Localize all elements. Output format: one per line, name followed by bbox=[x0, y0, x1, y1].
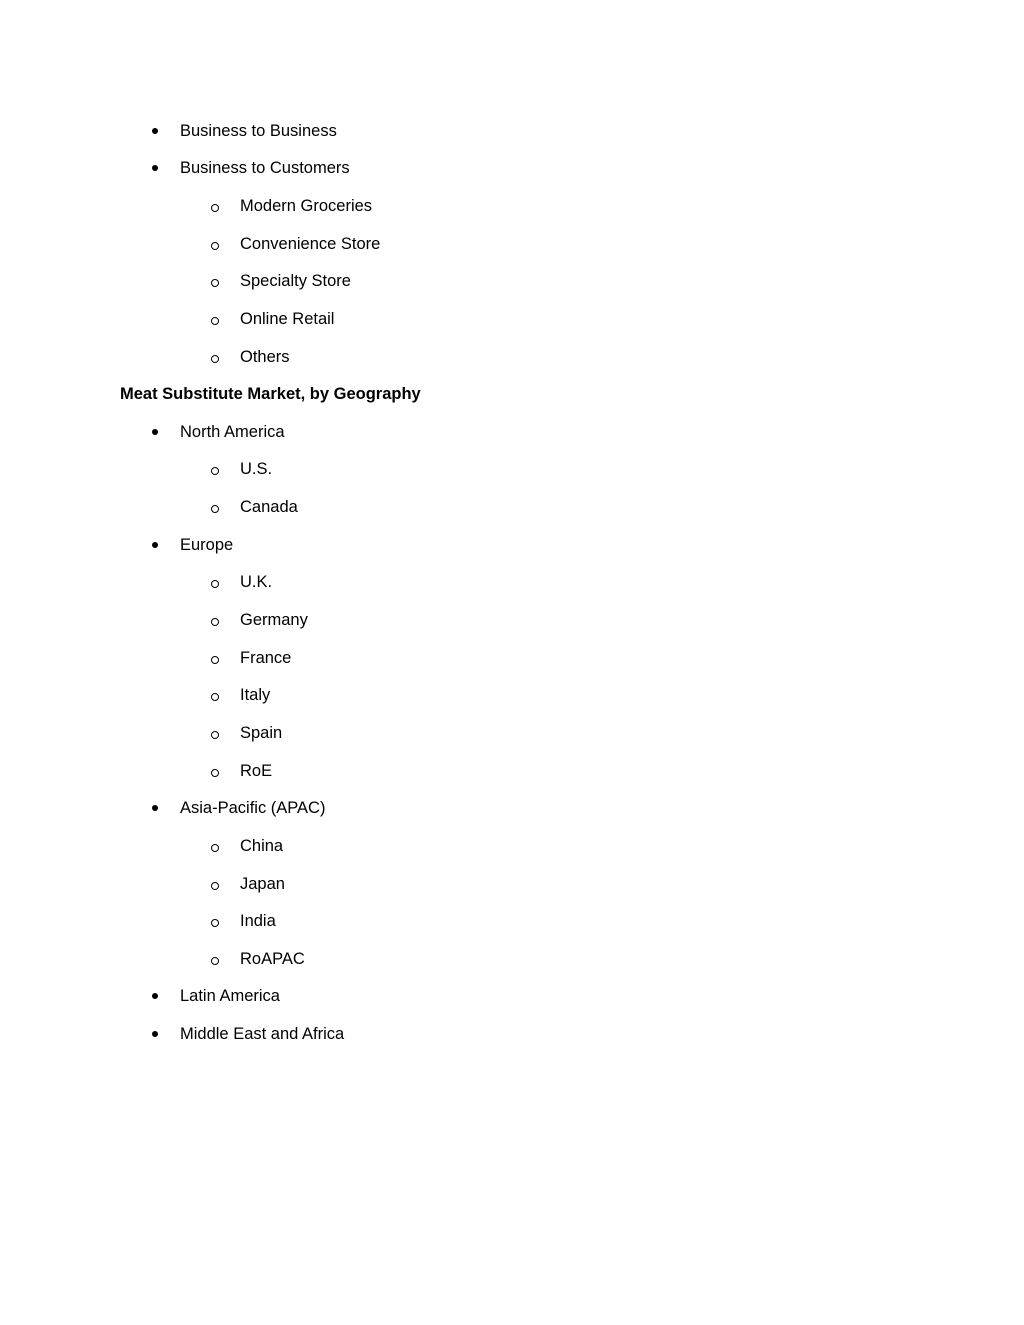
list-item bbox=[0, 414, 600, 451]
circle-bullet-icon bbox=[211, 467, 219, 475]
circle-bullet-icon bbox=[211, 505, 219, 513]
list-item bbox=[0, 677, 600, 714]
list-item bbox=[0, 978, 600, 1015]
bullet-icon bbox=[152, 993, 158, 999]
list-item-label: RoAPAC bbox=[240, 950, 305, 968]
list-item bbox=[0, 263, 600, 300]
list-item-label: RoE bbox=[240, 762, 273, 780]
list-item-label: France bbox=[240, 649, 292, 667]
circle-bullet-icon bbox=[211, 882, 219, 890]
circle-bullet-icon bbox=[211, 769, 219, 777]
list-item bbox=[0, 527, 600, 564]
list-item bbox=[0, 339, 600, 376]
circle-bullet-icon bbox=[211, 957, 219, 965]
list-item bbox=[0, 640, 600, 677]
list-item bbox=[0, 753, 600, 790]
circle-bullet-icon bbox=[211, 919, 219, 927]
list-item-label: North America bbox=[180, 423, 285, 441]
list-item-label: Convenience Store bbox=[240, 235, 381, 253]
list-item-label: China bbox=[240, 837, 284, 855]
list-item-label: Online Retail bbox=[240, 310, 335, 328]
list-item bbox=[0, 451, 600, 488]
list-item-label: Spain bbox=[240, 724, 283, 742]
bullet-icon bbox=[152, 542, 158, 548]
list-item-label: Latin America bbox=[180, 987, 280, 1005]
circle-bullet-icon bbox=[211, 204, 219, 212]
list-item bbox=[0, 828, 600, 865]
list-item-label: Business to Customers bbox=[180, 159, 350, 177]
section-heading: Meat Substitute Market, by Geography bbox=[120, 385, 421, 403]
circle-bullet-icon bbox=[211, 844, 219, 852]
list-item bbox=[0, 790, 600, 827]
list-item bbox=[0, 866, 600, 903]
list-item-label: Middle East and Africa bbox=[180, 1025, 345, 1043]
list-item bbox=[0, 941, 600, 978]
list-item-label: Europe bbox=[180, 536, 234, 554]
list-item bbox=[0, 113, 600, 150]
list-item bbox=[0, 301, 600, 338]
list-item-label: Italy bbox=[240, 686, 271, 704]
list-item-label: Specialty Store bbox=[240, 272, 351, 290]
list-item-label: Business to Business bbox=[180, 122, 337, 140]
list-item-label: India bbox=[240, 912, 276, 930]
list-item bbox=[0, 226, 600, 263]
bullet-icon bbox=[152, 429, 158, 435]
list-item bbox=[0, 602, 600, 639]
list-item bbox=[0, 489, 600, 526]
circle-bullet-icon bbox=[211, 693, 219, 701]
list-item bbox=[0, 715, 600, 752]
circle-bullet-icon bbox=[211, 317, 219, 325]
list-item-label: U.S. bbox=[240, 460, 273, 478]
list-item bbox=[0, 564, 600, 601]
list-item-label: Asia-Pacific (APAC) bbox=[180, 799, 326, 817]
list-item-label: Canada bbox=[240, 498, 298, 516]
list-item-label: U.K. bbox=[240, 573, 273, 591]
list-item-label: Others bbox=[240, 348, 290, 366]
bullet-icon bbox=[152, 1031, 158, 1037]
circle-bullet-icon bbox=[211, 242, 219, 250]
list-item-label: Japan bbox=[240, 875, 285, 893]
bullet-icon bbox=[152, 128, 158, 134]
circle-bullet-icon bbox=[211, 656, 219, 664]
list-item bbox=[0, 188, 600, 225]
circle-bullet-icon bbox=[211, 355, 219, 363]
list-item bbox=[0, 150, 600, 187]
list-item bbox=[0, 903, 600, 940]
list-item bbox=[0, 1016, 600, 1053]
bullet-icon bbox=[152, 805, 158, 811]
circle-bullet-icon bbox=[211, 731, 219, 739]
bullet-icon bbox=[152, 165, 158, 171]
list-item-label: Modern Groceries bbox=[240, 197, 373, 215]
circle-bullet-icon bbox=[211, 279, 219, 287]
list-item-label: Germany bbox=[240, 611, 308, 629]
circle-bullet-icon bbox=[211, 580, 219, 588]
circle-bullet-icon bbox=[211, 618, 219, 626]
